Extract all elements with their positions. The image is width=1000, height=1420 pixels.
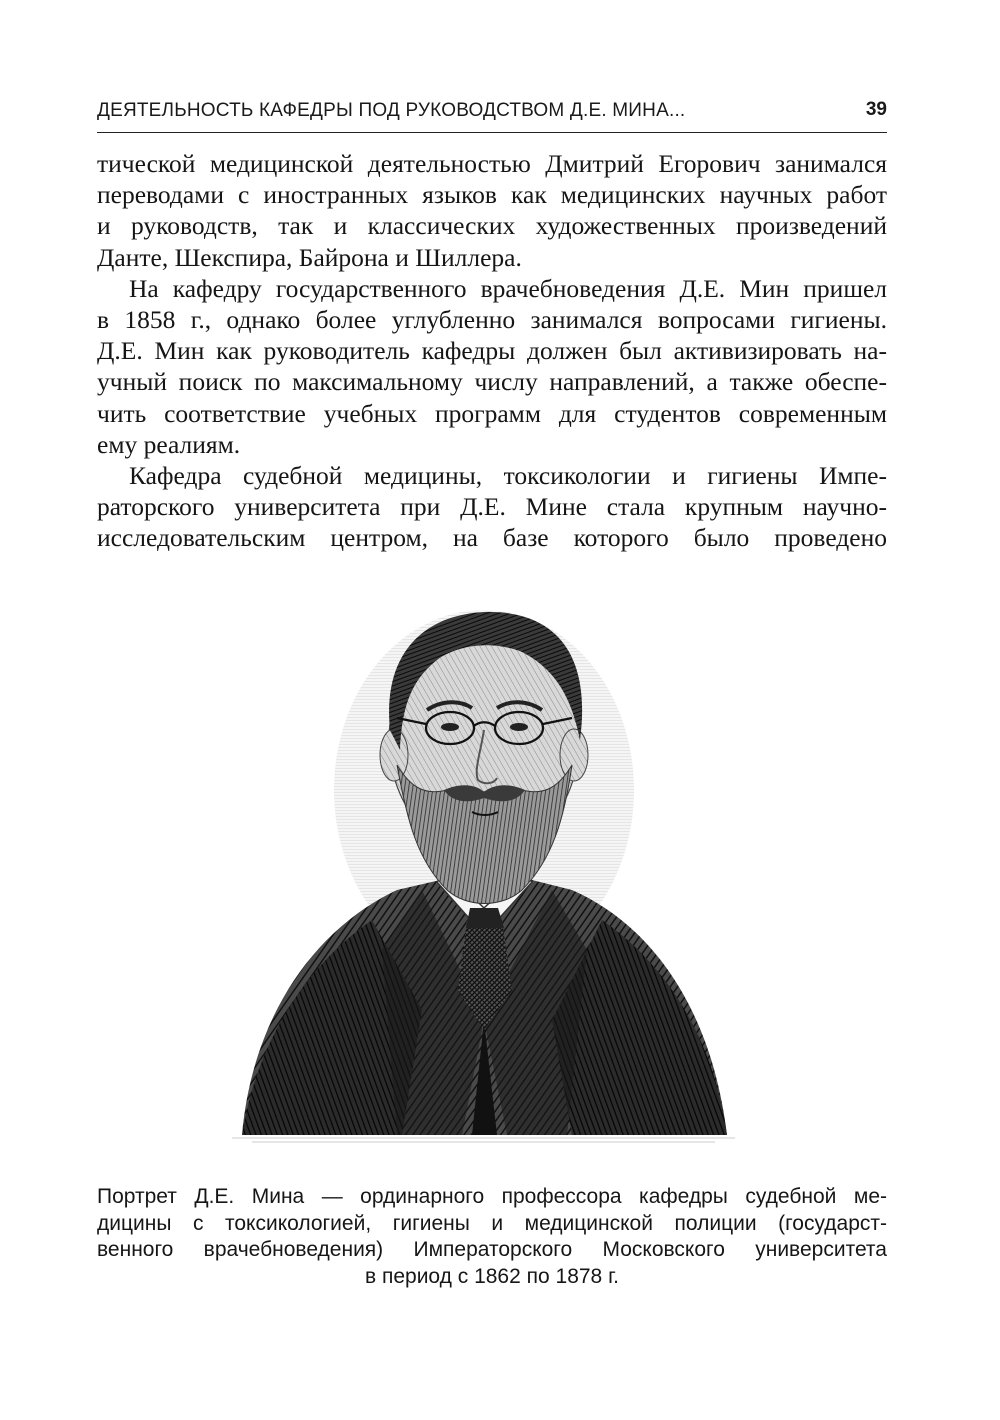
text-line: Данте, Шекспира, Байрона и Шиллера. — [97, 242, 522, 272]
text-line: переводами с иностранных языков как медицинских научных работ — [97, 180, 887, 210]
paragraph-3 — [97, 460, 887, 554]
caption-line: венного врачебноведения) Императорского Московского университета — [97, 1238, 887, 1261]
left-eye — [441, 723, 459, 731]
text-line: чить соответствие учебных программ для студентов современным — [97, 398, 887, 428]
paragraph-1 — [97, 148, 887, 273]
text-line: тической медицинской деятельностью Дмитрий Егорович занимался — [97, 149, 887, 178]
page-number: 39 — [865, 99, 887, 120]
text-line: и руководств, так и классических художественных произведений — [97, 211, 887, 241]
portrait-engraving — [222, 590, 745, 1150]
text-line: Кафедра судебной медицины, токсикологии и гигиены Импе- — [129, 460, 887, 490]
text-line: раторского университета при Д.Е. Мине стала крупным научно- — [97, 492, 887, 522]
engraving-vignette — [232, 1138, 735, 1142]
running-title: ДЕЯТЕЛЬНОСТЬ КАФЕДРЫ ПОД РУКОВОДСТВОМ Д.Е. МИНА... — [97, 100, 686, 121]
running-head — [97, 96, 887, 133]
right-eye — [510, 723, 528, 731]
caption-line: дицины с токсикологией, гигиены и медицинской полиции (государст- — [97, 1211, 887, 1235]
figure-caption — [97, 1184, 887, 1290]
text-line: На кафедру государственного врачебноведения Д.Е. Мин пришел — [129, 273, 887, 303]
text-line: Д.Е. Мин как руководитель кафедры должен был активизировать на- — [97, 336, 887, 366]
text-line: исследовательским центром, на базе которого было проведено — [97, 523, 887, 553]
caption-line: Портрет Д.Е. Мина — ординарного профессора кафедры судебной ме- — [97, 1185, 887, 1208]
body-text — [97, 148, 887, 553]
paragraph-2 — [97, 273, 887, 460]
caption-line: в период с 1862 по 1878 г. — [364, 1264, 619, 1288]
text-line: в 1858 г., однако более углубленно занимался вопросами гигиены. — [97, 304, 887, 334]
text-line: ему реалиям. — [97, 429, 241, 459]
text-line: учный поиск по максимальному числу направлений, а также обеспе- — [97, 367, 887, 397]
